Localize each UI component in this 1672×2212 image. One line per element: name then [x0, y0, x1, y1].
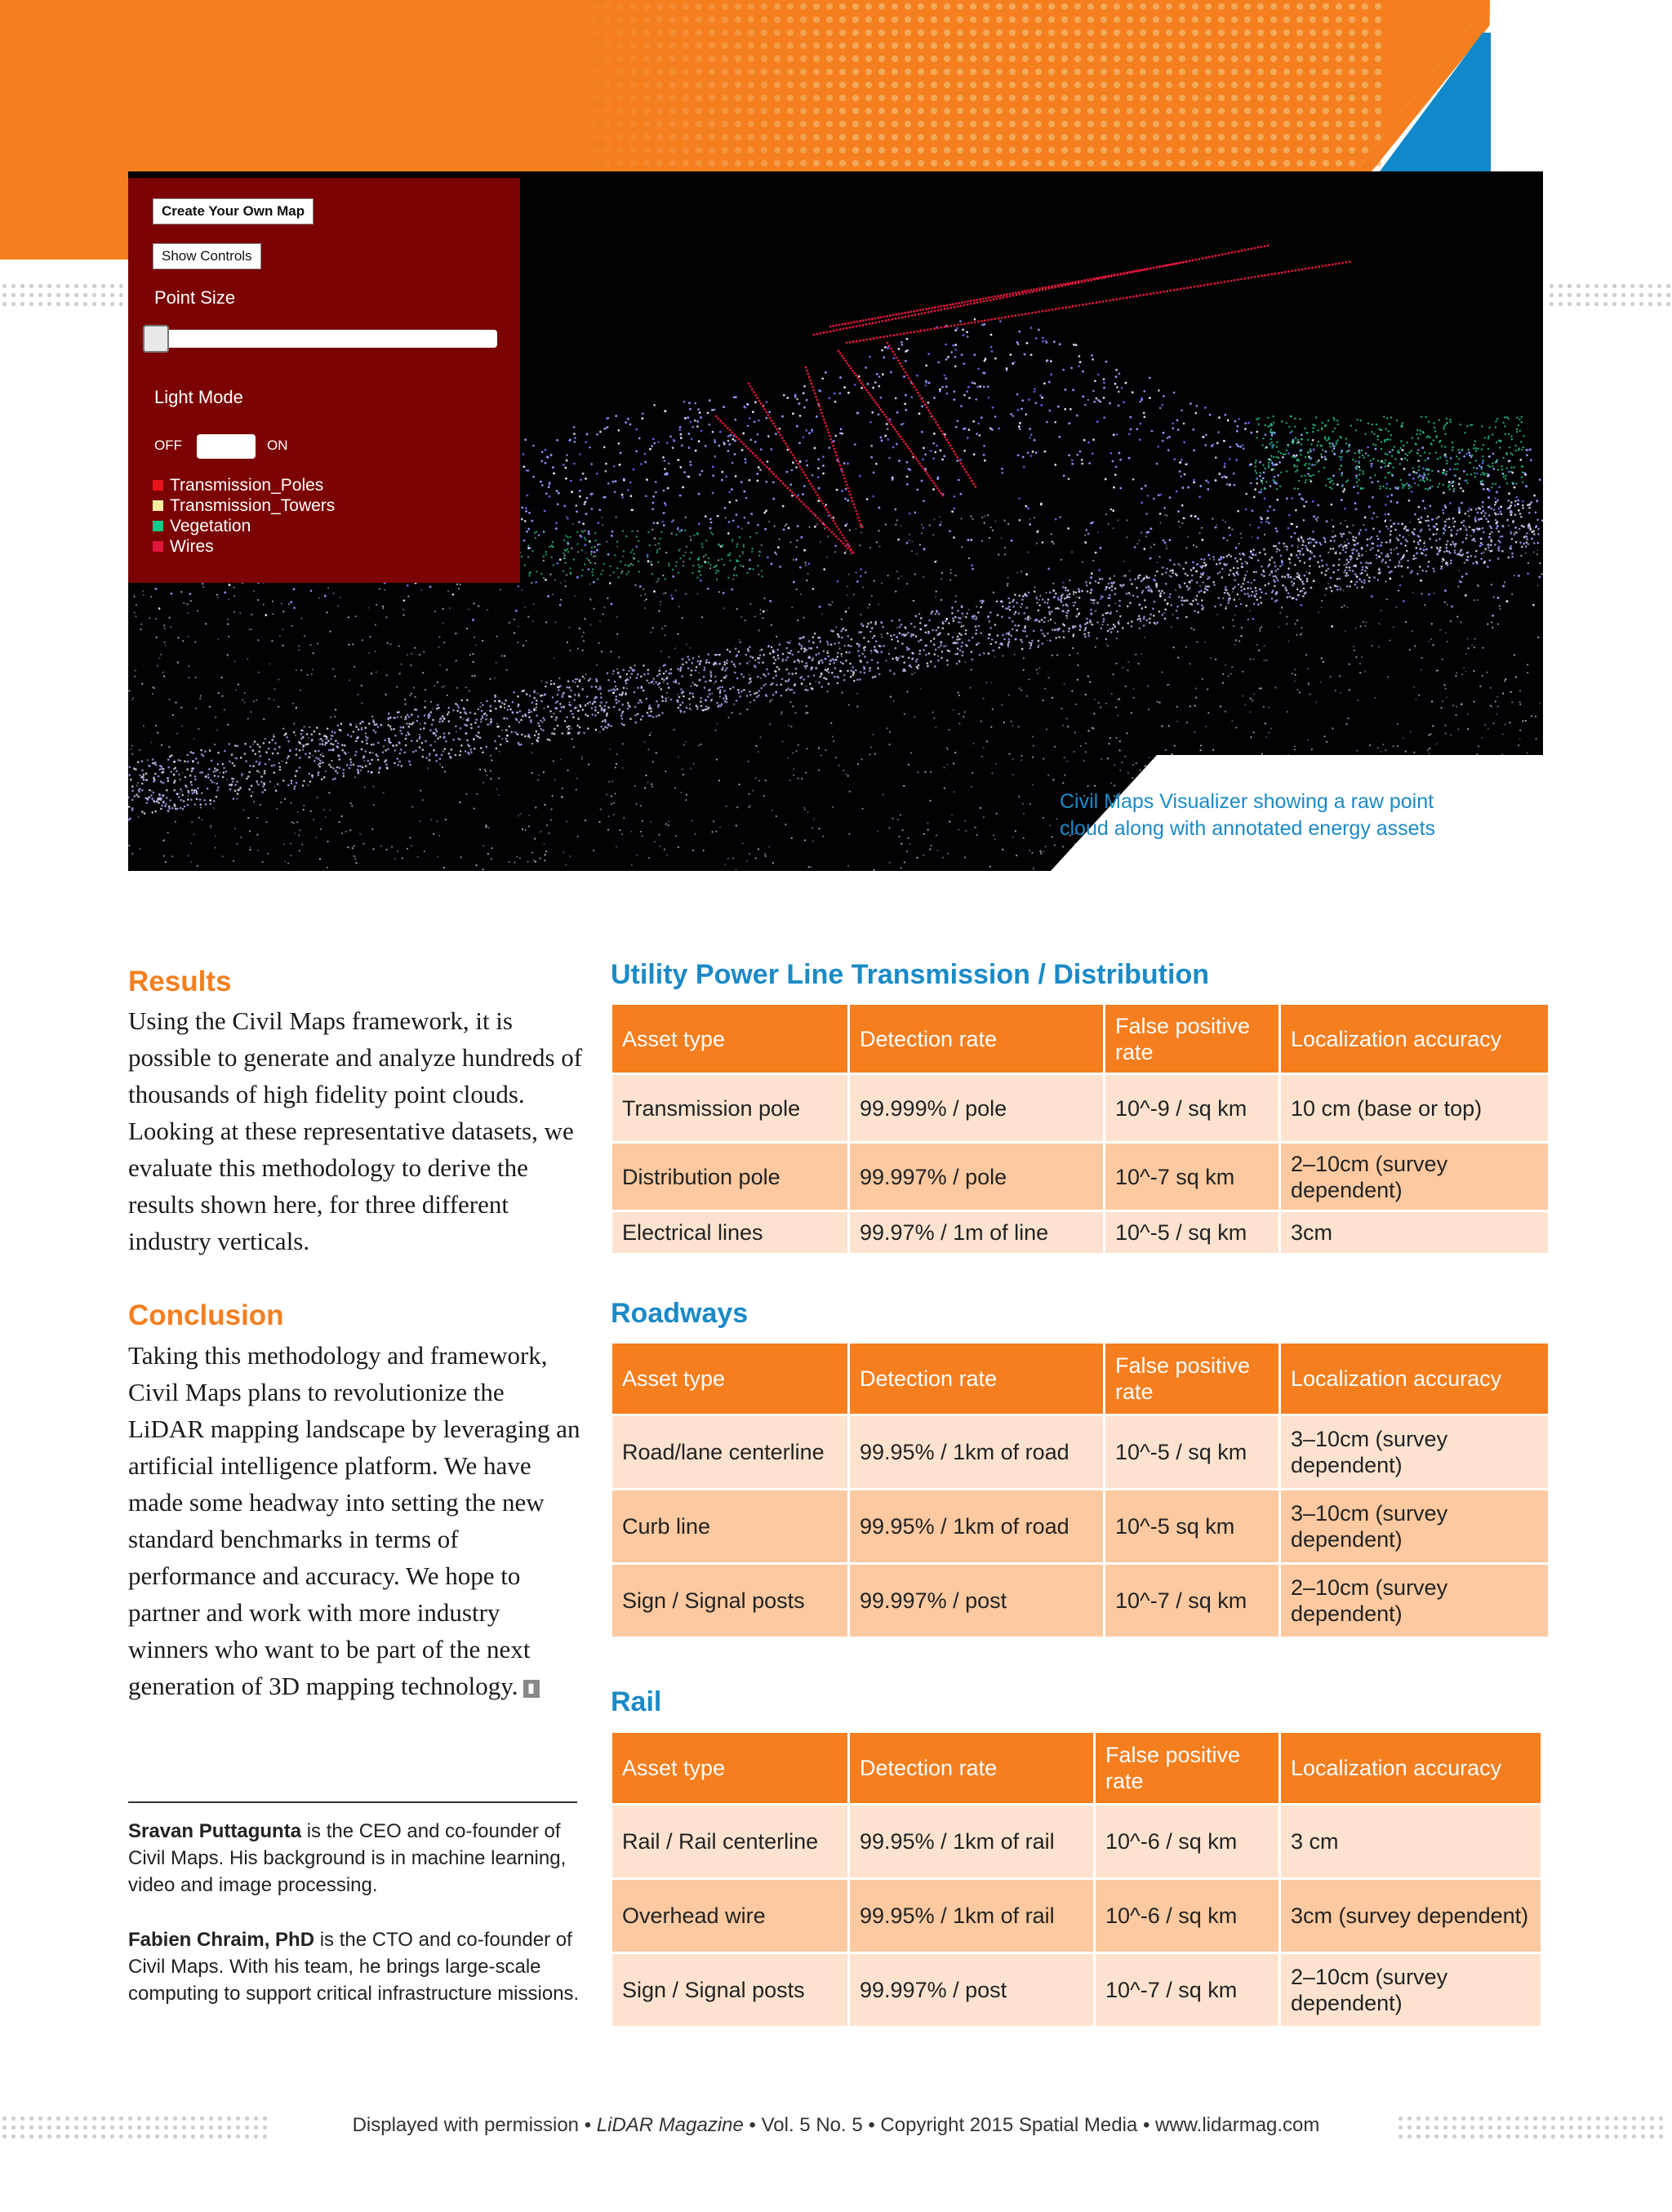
author-bio-text: is the CTO and co-founder of Civil Maps. With his team, he brings large-scale computing to support critical infrastructure missions. [128, 1929, 580, 2005]
table-cell: 99.95% / 1km of road [850, 1490, 1103, 1562]
table-cell: 10^-7 sq km [1105, 1144, 1278, 1210]
author-name: Sravan Puttagunta [128, 1820, 302, 1842]
conclusion-body [128, 1337, 585, 1704]
light-mode-label: Light Mode [154, 387, 243, 407]
col-header: False positive rate [1096, 1733, 1278, 1803]
figure-caption: Civil Maps Visualizer showing a raw point cloud along with annotated energy assets [1060, 790, 1436, 840]
table-cell: 10^-9 / sq km [1105, 1075, 1278, 1141]
dot-strip-left [0, 282, 122, 309]
layer-legend [153, 475, 335, 557]
rail-table-title: Rail [611, 1686, 662, 1717]
legend-item[interactable] [153, 536, 335, 557]
table-cell: Transmission pole [612, 1075, 847, 1141]
legend-swatch [153, 500, 163, 511]
rail-table [610, 1730, 1543, 2028]
table-cell: 3cm [1281, 1212, 1548, 1253]
table-cell: 3–10cm (survey dependent) [1281, 1416, 1548, 1488]
col-header: Localization accuracy [1281, 1005, 1548, 1073]
legend-label: Wires [170, 537, 214, 556]
table-row [612, 1075, 1548, 1141]
table-cell: 99.997% / pole [850, 1144, 1103, 1210]
table-cell: 10^-5 / sq km [1105, 1416, 1278, 1488]
table-row [612, 1806, 1541, 1877]
table-row [612, 1490, 1548, 1562]
col-header: Asset type [612, 1005, 847, 1073]
table-cell: Rail / Rail centerline [612, 1806, 847, 1877]
table-cell: 10^-7 / sq km [1096, 1954, 1278, 2026]
table-cell: 10^-5 / sq km [1105, 1212, 1278, 1253]
col-header: Asset type [612, 1344, 847, 1414]
table-cell: 3 cm [1281, 1806, 1541, 1877]
table-cell: 3cm (survey dependent) [1281, 1880, 1541, 1952]
conclusion-text: Taking this methodology and framework, Civil Maps plans to revolutionize the LiDAR mapping landscape by leveraging an artificial intelligence platform. We have made some headway into setting the new standard benchmarks in terms of performance and accuracy. We hope to partner and work with more industry winners who want to be part of the next generation of 3D mapping technology. [128, 1341, 580, 1700]
legend-swatch [153, 521, 163, 531]
point-size-slider-thumb[interactable] [143, 325, 169, 353]
table-cell: Sign / Signal posts [612, 1954, 847, 2026]
col-header: Detection rate [850, 1005, 1103, 1073]
table-cell: 99.95% / 1km of rail [850, 1880, 1093, 1952]
col-header: False positive rate [1105, 1005, 1278, 1073]
utility-table [610, 1002, 1550, 1255]
table-row [612, 1144, 1548, 1210]
legend-item[interactable] [153, 495, 335, 516]
table-cell: 10^-6 / sq km [1096, 1880, 1278, 1952]
utility-table-title: Utility Power Line Transmission / Distribution [611, 959, 1209, 990]
col-header: Asset type [612, 1733, 847, 1803]
table-cell: 10^-5 sq km [1105, 1490, 1278, 1562]
table-row [612, 1565, 1548, 1637]
col-header: Detection rate [850, 1344, 1103, 1414]
col-header: False positive rate [1105, 1344, 1278, 1414]
table-row [612, 1212, 1548, 1253]
legend-swatch [153, 541, 163, 552]
bio-divider [128, 1801, 577, 1803]
table-cell: 10^-6 / sq km [1096, 1806, 1278, 1877]
dot-strip-right [1547, 282, 1672, 309]
table-row [612, 1416, 1548, 1488]
table-cell: 3–10cm (survey dependent) [1281, 1490, 1548, 1562]
legend-label: Vegetation [170, 517, 251, 535]
table-cell: 2–10cm (survey dependent) [1281, 1144, 1548, 1210]
col-header: Localization accuracy [1281, 1733, 1541, 1803]
legend-item[interactable] [153, 516, 335, 536]
table-cell: Sign / Signal posts [612, 1565, 847, 1637]
author-bio [128, 1818, 585, 1899]
light-mode-on-label: ON [267, 438, 288, 453]
table-cell: 99.997% / post [850, 1954, 1093, 2026]
author-name: Fabien Chraim, PhD [128, 1929, 315, 1951]
legend-swatch [153, 480, 163, 491]
table-cell: 2–10cm (survey dependent) [1281, 1565, 1548, 1637]
author-bio [128, 1926, 585, 2007]
table-row [612, 1954, 1541, 2026]
table-cell: 99.95% / 1km of road [850, 1416, 1103, 1488]
table-cell: Electrical lines [612, 1212, 847, 1253]
page-footer [0, 2114, 1672, 2137]
table-cell: Road/lane centerline [612, 1416, 847, 1488]
results-heading: Results [128, 966, 232, 997]
table-cell: 2–10cm (survey dependent) [1281, 1954, 1541, 2026]
author-bio-text: is the CEO and co-founder of Civil Maps. His background is in machine learning, video and image processing. [128, 1820, 567, 1896]
light-mode-toggle[interactable] [197, 434, 256, 459]
roadways-table-title: Roadways [611, 1298, 749, 1329]
footer-prefix: Displayed with permission • [352, 2114, 597, 2136]
legend-label: Transmission_Towers [170, 496, 336, 515]
point-size-label: Point Size [154, 287, 236, 308]
table-cell: Overhead wire [612, 1880, 847, 1952]
table-row [612, 1880, 1541, 1952]
light-mode-off-label: OFF [154, 438, 182, 453]
col-header: Localization accuracy [1281, 1344, 1548, 1414]
results-body: Using the Civil Maps framework, it is possible to generate and analyze hundreds of thousands of high fidelity point clouds. Looking at these representative datasets, we evaluate this methodology to derive the results shown here, for three different industry verticals. [128, 1006, 583, 1255]
legend-item[interactable] [153, 475, 335, 495]
conclusion-heading: Conclusion [128, 1299, 284, 1331]
point-size-slider[interactable] [146, 330, 497, 348]
table-cell: 99.999% / pole [850, 1075, 1103, 1141]
table-cell: 99.997% / post [850, 1565, 1103, 1637]
roadways-table [610, 1341, 1550, 1639]
end-mark-icon: ▮ [523, 1680, 540, 1698]
footer-magazine: LiDAR Magazine [596, 2114, 744, 2136]
footer-suffix: • Vol. 5 No. 5 • Copyright 2015 Spatial Media • www.lidarmag.com [743, 2114, 1320, 2136]
legend-label: Transmission_Poles [170, 476, 324, 495]
table-cell: 99.95% / 1km of rail [850, 1806, 1093, 1877]
create-map-button[interactable]: Create Your Own Map [153, 198, 314, 224]
table-cell: Curb line [612, 1490, 847, 1562]
controls-panel [128, 178, 520, 583]
show-controls-button[interactable]: Show Controls [153, 243, 261, 269]
table-cell: 10 cm (base or top) [1281, 1075, 1548, 1141]
table-cell: 10^-7 / sq km [1105, 1565, 1278, 1637]
col-header: Detection rate [850, 1733, 1093, 1803]
table-cell: 99.97% / 1m of line [850, 1212, 1103, 1253]
table-cell: Distribution pole [612, 1144, 847, 1210]
